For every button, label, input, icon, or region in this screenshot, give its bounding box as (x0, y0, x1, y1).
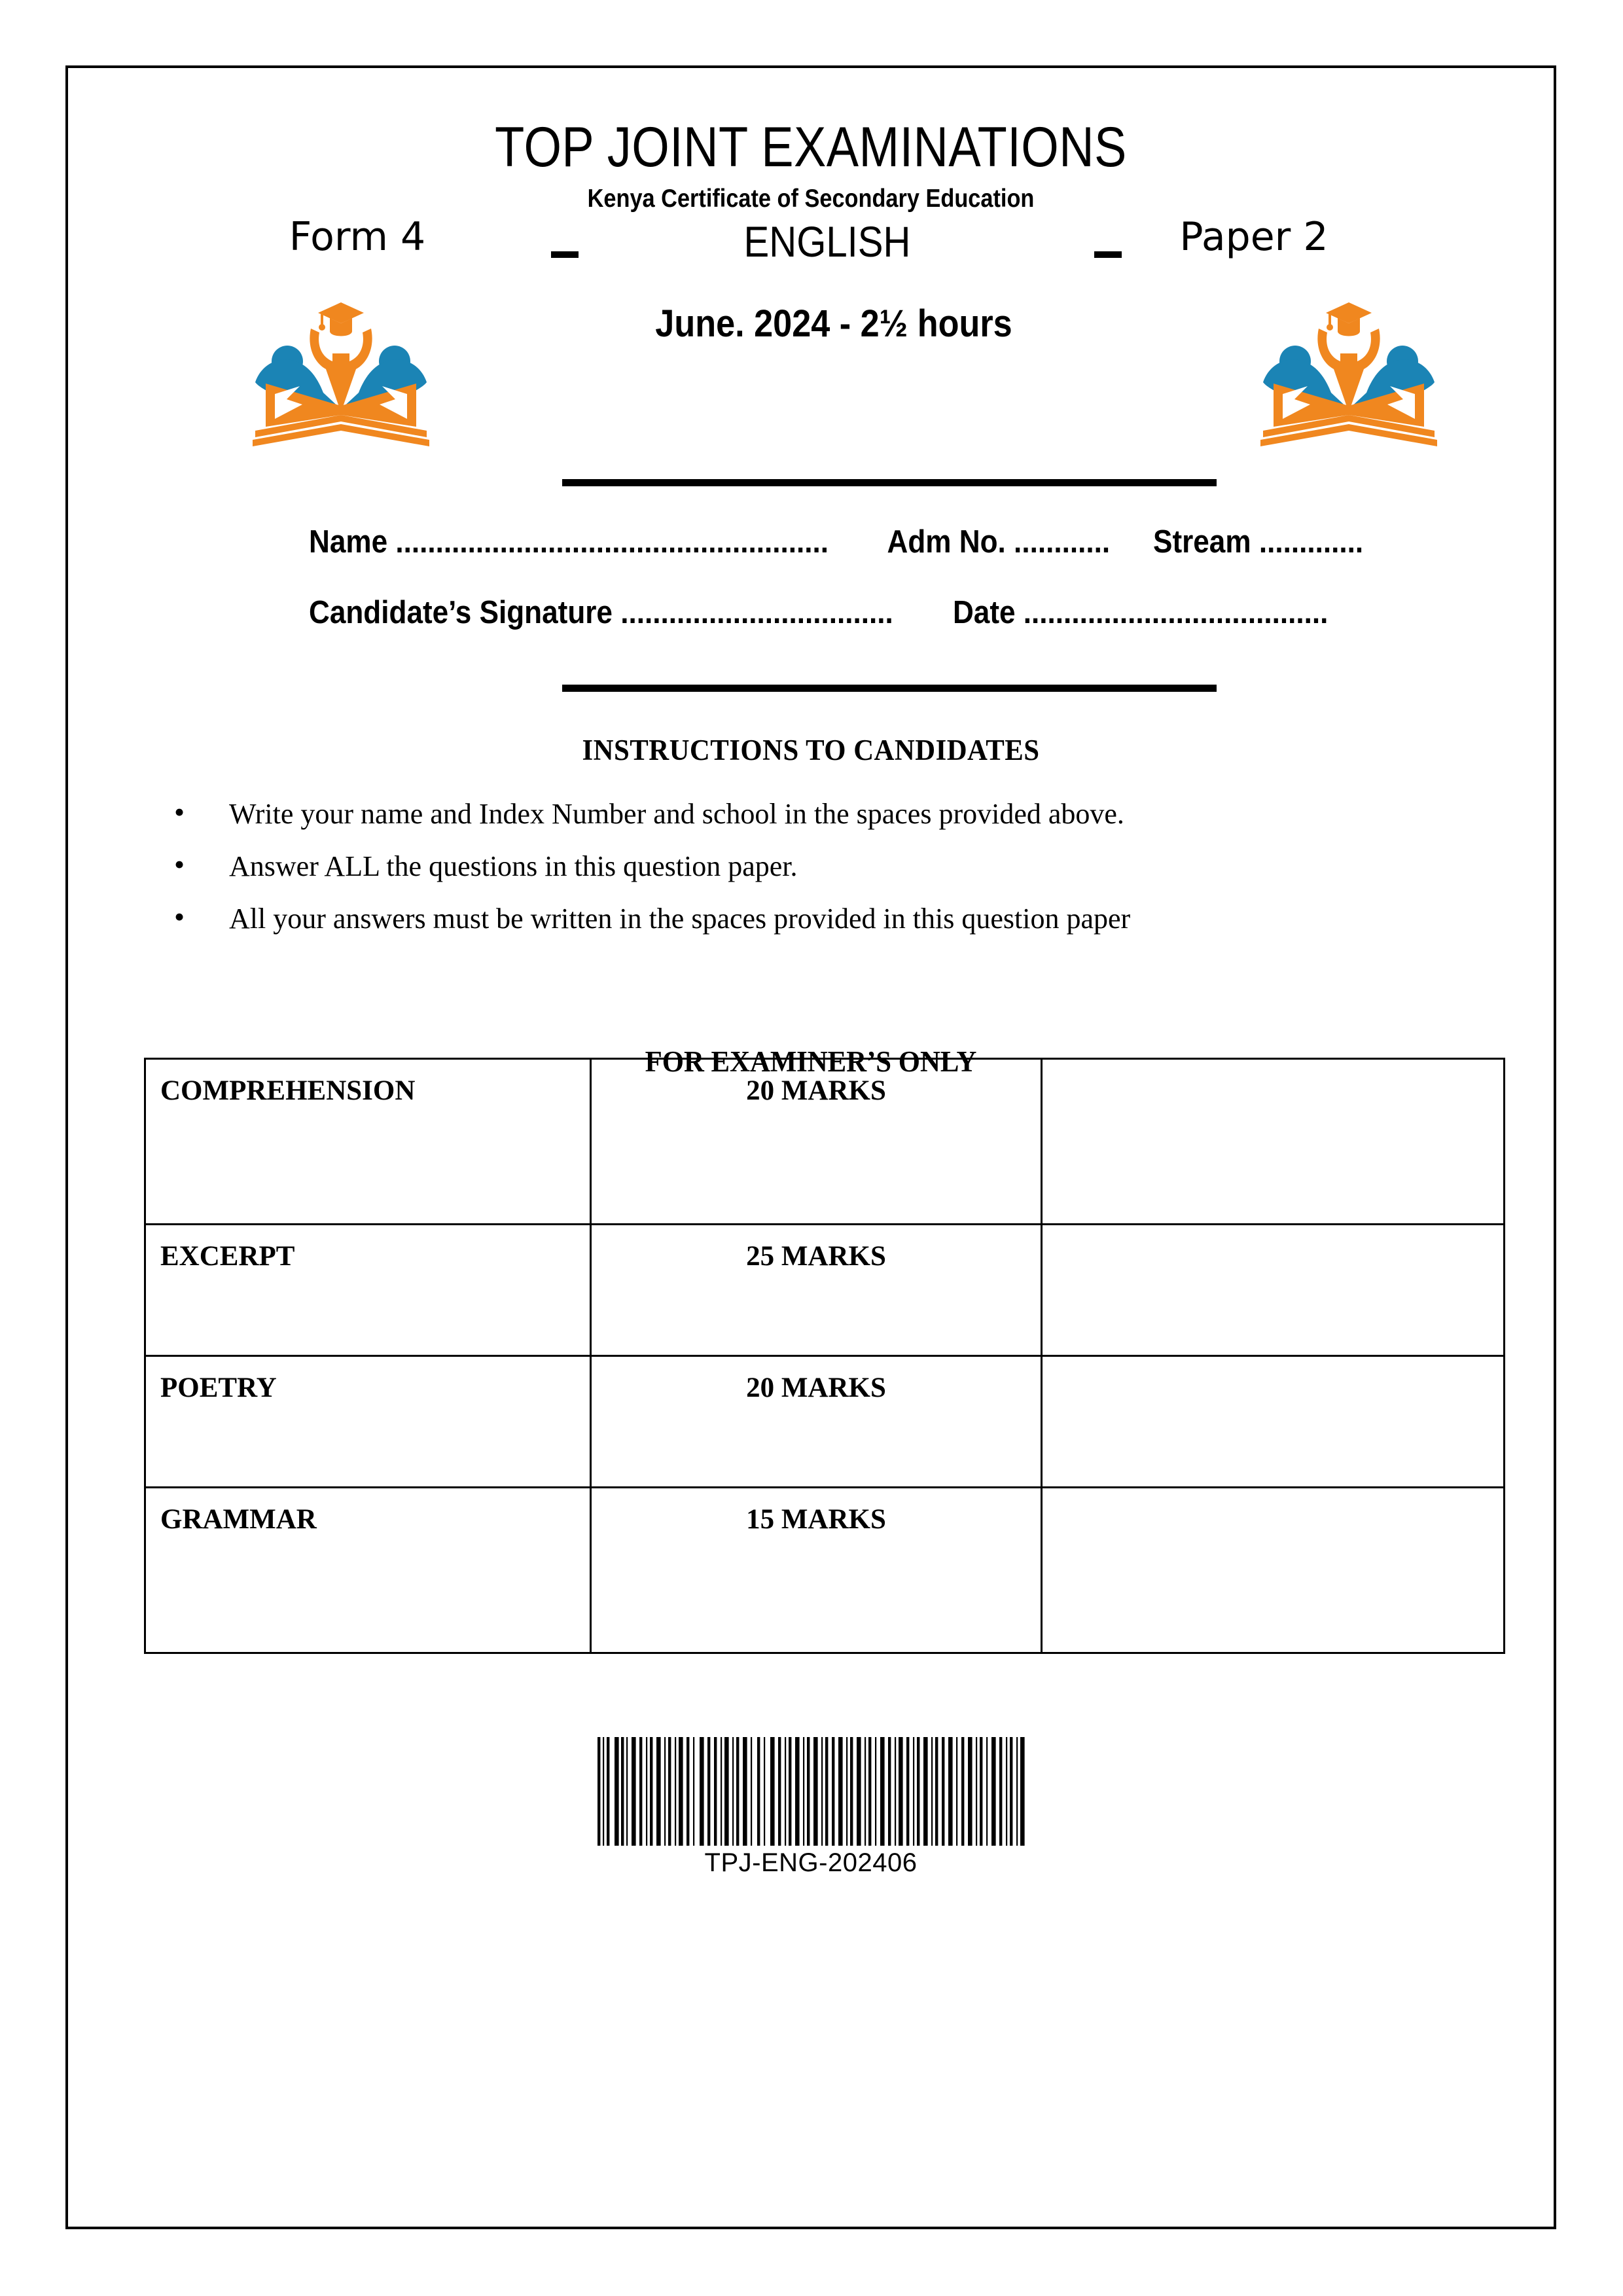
table-cell-marks: 20 MARKS (591, 1356, 1042, 1488)
header-divider-top (562, 479, 1217, 486)
signature-label: Candidate’s Signature (309, 595, 613, 630)
table-cell-marks: 20 MARKS (591, 1059, 1042, 1225)
subject-label: ENGLISH (743, 217, 911, 266)
list-item: • All your answers must be written in the spaces provided in this question paper (156, 905, 1465, 933)
name-input[interactable]: ...................................................... (395, 524, 829, 560)
list-item: • Answer ALL the questions in this question paper. (156, 852, 1465, 881)
date-input[interactable]: ...................................... (1023, 595, 1329, 630)
table-cell-score[interactable] (1042, 1059, 1505, 1225)
table-cell-marks: 15 MARKS (591, 1488, 1042, 1653)
table-row (145, 1059, 1505, 1225)
school-logo-right (1254, 284, 1444, 457)
candidate-identity-line (309, 526, 1416, 558)
examiner-section-heading: FOR EXAMINER’S ONLY (645, 1045, 977, 1078)
stream-input[interactable]: ............. (1258, 524, 1364, 560)
table-cell-subject: EXCERPT (145, 1225, 591, 1356)
signature-input[interactable]: .................................. (620, 595, 893, 630)
table-cell-score[interactable] (1042, 1488, 1505, 1653)
dash-separator-left (551, 251, 579, 258)
table-cell-subject: GRAMMAR (145, 1488, 591, 1653)
table-row (145, 1356, 1505, 1488)
instructions-heading: INSTRUCTIONS TO CANDIDATES (582, 734, 1040, 766)
session-label: June. 2024 - 2½ hours (655, 302, 1012, 345)
candidate-signature-line (309, 597, 1416, 629)
form-label: Form 4 (289, 214, 426, 260)
list-item: • Write your name and Index Number and school in the spaces provided above. (156, 800, 1465, 829)
table-cell-score[interactable] (1042, 1225, 1505, 1356)
stream-label: Stream (1153, 524, 1251, 560)
marks-table (144, 1058, 1505, 1654)
exam-header (68, 68, 1554, 435)
page-border (65, 65, 1556, 2229)
dash-separator-right (1094, 251, 1122, 258)
exam-subtitle: Kenya Certificate of Secondary Education (587, 185, 1035, 213)
table-cell-score[interactable] (1042, 1356, 1505, 1488)
page-title: TOP JOINT EXAMINATIONS (495, 116, 1127, 179)
adm-no-label: Adm No. (887, 524, 1006, 560)
name-label: Name (309, 524, 388, 560)
school-logo-left (246, 284, 436, 457)
table-cell-marks: 25 MARKS (591, 1225, 1042, 1356)
barcode-block (68, 1737, 1554, 1876)
table-cell-subject: COMPREHENSION (145, 1059, 591, 1225)
table-cell-subject: POETRY (145, 1356, 591, 1488)
table-row (145, 1225, 1505, 1356)
barcode-caption: TPJ-ENG-202406 (704, 1848, 918, 1877)
adm-no-input[interactable]: ............ (1014, 524, 1111, 560)
instructions-list (156, 800, 1465, 957)
barcode-image (595, 1737, 1027, 1846)
header-divider-bottom (562, 685, 1217, 692)
paper-label: Paper 2 (1179, 214, 1329, 260)
date-label: Date (952, 595, 1016, 630)
table-row (145, 1488, 1505, 1653)
